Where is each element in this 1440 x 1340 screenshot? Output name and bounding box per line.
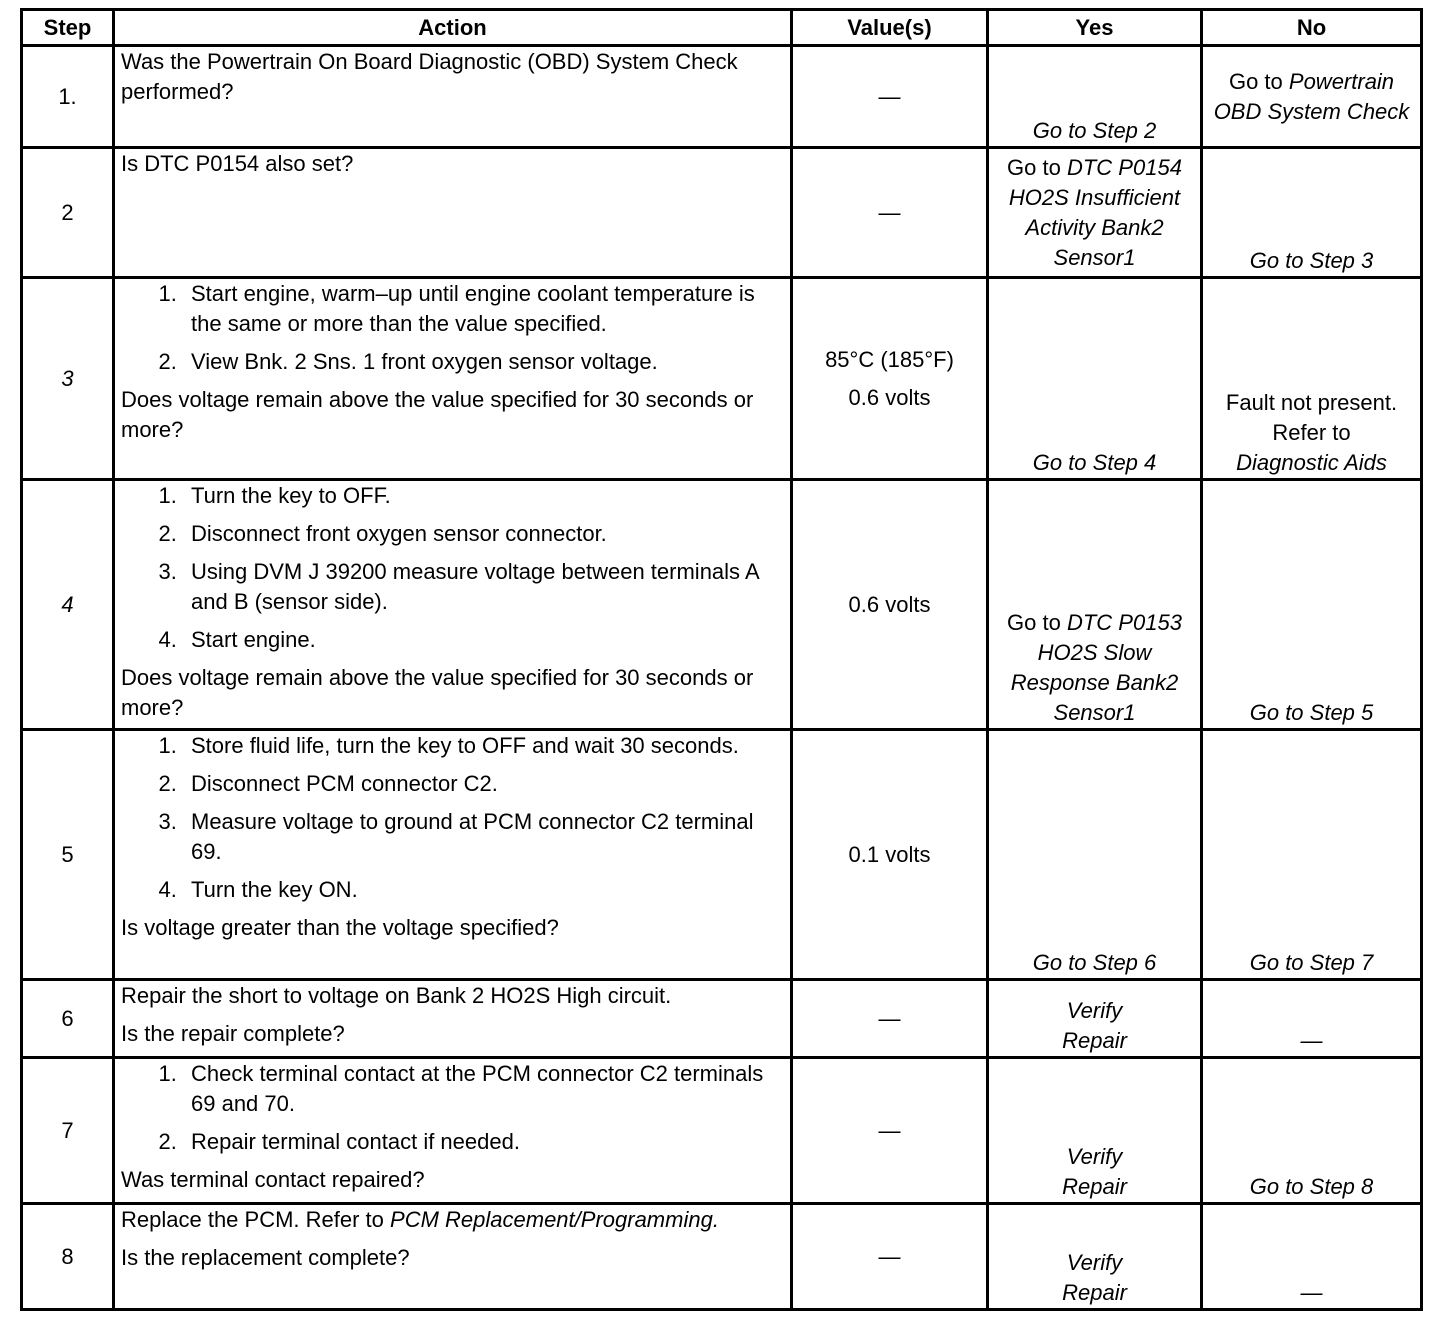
action-item: 1. Start engine, warm–up until engine coolant temperature is the same or more than the value specified.: [183, 279, 784, 339]
yes-cell: Go to Step 2: [988, 46, 1202, 148]
table-row: [22, 1058, 1422, 1204]
action-list: [121, 279, 784, 377]
yes-link: DTC P0154 HO2S Insufficient Activity Bank2 Sensor1: [1008, 154, 1182, 270]
action-question: Is the repair complete?: [121, 1021, 345, 1046]
yes-link: DTC P0153 HO2S Slow Response Bank2 Sensor1: [1010, 610, 1182, 725]
value-voltage: 0.6 volts: [848, 384, 931, 410]
value-cell: [792, 278, 988, 480]
action-item: 2. View Bnk. 2 Sns. 1 front oxygen sensor voltage.: [183, 347, 784, 377]
step-number: 7: [22, 1058, 114, 1204]
step-number: 4: [22, 480, 114, 730]
value-cell: —: [792, 980, 988, 1058]
table-row: [22, 980, 1422, 1058]
no-cell: —: [1202, 980, 1422, 1058]
action-item: 2. Disconnect PCM connector C2.: [183, 769, 784, 799]
action-text: Is DTC P0154 also set?: [121, 151, 354, 176]
step-number: 1.: [22, 46, 114, 148]
no-line-2: Refer to: [1272, 420, 1351, 445]
value-temperature: 85°C (185°F): [825, 346, 954, 372]
action-list: [121, 1059, 784, 1157]
no-cell: Go to Step 5: [1202, 480, 1422, 730]
no-cell: Go to Step 8: [1202, 1058, 1422, 1204]
action-item: 3. Measure voltage to ground at PCM connector C2 terminal 69.: [183, 807, 784, 867]
header-step: Step: [22, 10, 114, 46]
step-number: 5: [22, 730, 114, 980]
yes-cell: Verify Repair: [988, 1058, 1202, 1204]
action-cell: [114, 480, 792, 730]
action-question: Is the replacement complete?: [121, 1245, 410, 1270]
yes-cell: Go to Step 4: [988, 278, 1202, 480]
action-item: 1. Turn the key to OFF.: [183, 481, 784, 511]
action-item: 4. Turn the key ON.: [183, 875, 784, 905]
action-list: [121, 731, 784, 905]
header-action: Action: [114, 10, 792, 46]
action-item: 1. Store fluid life, turn the key to OFF and wait 30 seconds.: [183, 731, 784, 761]
header-yes: Yes: [988, 10, 1202, 46]
table-row: [22, 278, 1422, 480]
action-cell: [114, 278, 792, 480]
action-text: Was the Powertrain On Board Diagnostic (OBD) System Check performed?: [121, 49, 738, 104]
step-number: 2: [22, 148, 114, 278]
no-line-1: Fault not present.: [1225, 390, 1398, 415]
no-cell: [1202, 278, 1422, 480]
yes-cell: Verify Repair: [988, 980, 1202, 1058]
action-question: Does voltage remain above the value specified for 30 seconds or more?: [121, 665, 754, 720]
action-link: PCM Replacement/Programming.: [390, 1207, 719, 1232]
yes-cell: Verify Repair: [988, 1204, 1202, 1310]
value-cell: —: [792, 148, 988, 278]
action-text: Repair the short to voltage on Bank 2 HO2S High circuit.: [121, 983, 672, 1008]
no-link: Powertrain OBD System Check: [1213, 68, 1410, 124]
action-cell: [114, 980, 792, 1058]
step-number: 3: [22, 278, 114, 480]
action-item: 3. Using DVM J 39200 measure voltage between terminals A and B (sensor side).: [183, 557, 784, 617]
table-row: [22, 480, 1422, 730]
action-item: 2. Repair terminal contact if needed.: [183, 1127, 784, 1157]
header-row: [22, 10, 1422, 46]
no-link: Diagnostic Aids: [1236, 450, 1387, 475]
action-prefix: Replace the PCM. Refer to: [121, 1207, 384, 1232]
table-row: [22, 148, 1422, 278]
action-question: Is voltage greater than the voltage specified?: [121, 915, 559, 940]
table-row: [22, 730, 1422, 980]
yes-cell: [988, 480, 1202, 730]
value-cell: 0.6 volts: [792, 480, 988, 730]
no-cell: Go to Step 7: [1202, 730, 1422, 980]
value-cell: —: [792, 1204, 988, 1310]
step-number: 6: [22, 980, 114, 1058]
value-cell: 0.1 volts: [792, 730, 988, 980]
action-cell: [114, 1204, 792, 1310]
value-cell: —: [792, 46, 988, 148]
yes-prefix: Go to: [1007, 154, 1061, 180]
action-cell: [114, 1058, 792, 1204]
action-item: 1. Check terminal contact at the PCM connector C2 terminals 69 and 70.: [183, 1059, 784, 1119]
action-cell: [114, 46, 792, 148]
diagnostic-table: [20, 8, 1423, 1311]
no-cell: —: [1202, 1204, 1422, 1310]
action-cell: [114, 148, 792, 278]
table-row: [22, 1204, 1422, 1310]
table-row: [22, 46, 1422, 148]
header-values: Value(s): [792, 10, 988, 46]
no-cell: [1202, 46, 1422, 148]
yes-cell: Go to Step 6: [988, 730, 1202, 980]
action-question: Was terminal contact repaired?: [121, 1167, 425, 1192]
action-text: [121, 1205, 784, 1235]
action-question: Does voltage remain above the value specified for 30 seconds or more?: [121, 387, 754, 442]
action-list: [121, 481, 784, 655]
action-item: 2. Disconnect front oxygen sensor connector.: [183, 519, 784, 549]
yes-cell: [988, 148, 1202, 278]
no-cell: Go to Step 3: [1202, 148, 1422, 278]
action-item: 4. Start engine.: [183, 625, 784, 655]
value-cell: —: [792, 1058, 988, 1204]
step-number: 8: [22, 1204, 114, 1310]
no-prefix: Go to: [1228, 68, 1283, 94]
header-no: No: [1202, 10, 1422, 46]
action-cell: [114, 730, 792, 980]
yes-prefix: Go to: [1007, 610, 1061, 635]
